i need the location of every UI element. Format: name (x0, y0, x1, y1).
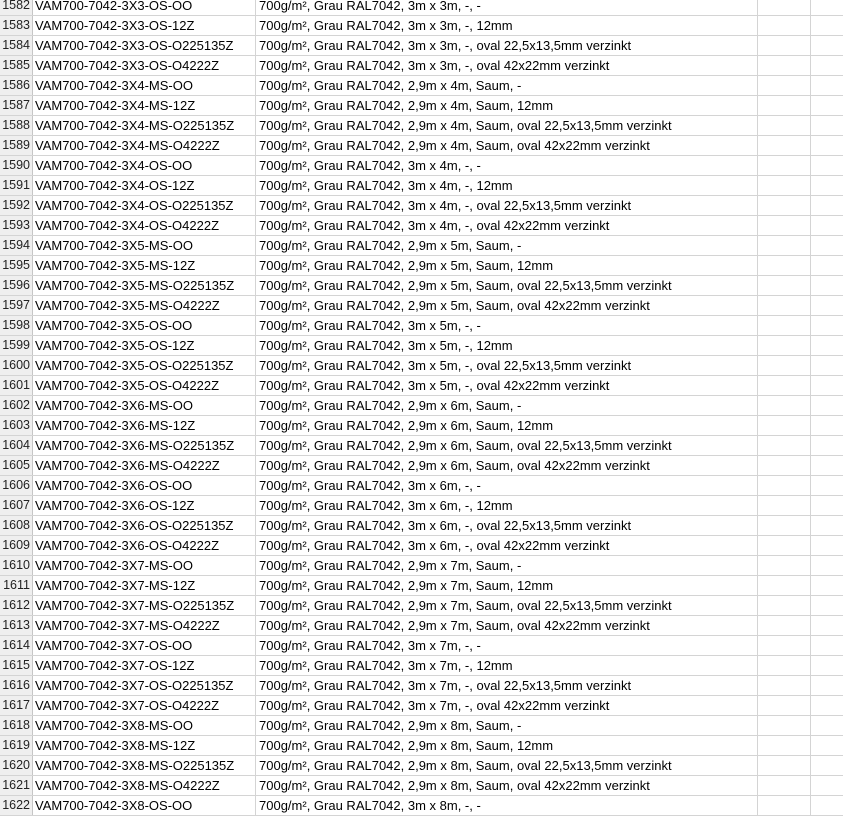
cell-description[interactable]: 700g/m², Grau RAL7042, 3m x 6m, -, oval 42x22mm verzinkt (256, 536, 758, 555)
cell-empty[interactable] (811, 276, 843, 295)
cell-empty[interactable] (758, 296, 811, 315)
cell-description[interactable]: 700g/m², Grau RAL7042, 3m x 3m, -, - (256, 0, 758, 15)
cell-empty[interactable] (811, 156, 843, 175)
cell-description[interactable]: 700g/m², Grau RAL7042, 3m x 6m, -, - (256, 476, 758, 495)
cell-article-code[interactable]: VAM700-7042-3X7-OS-O4222Z (33, 696, 256, 715)
cell-article-code[interactable]: VAM700-7042-3X7-MS-OO (33, 556, 256, 575)
table-row (0, 116, 843, 136)
table-row (0, 396, 843, 416)
table-row (0, 416, 843, 436)
cell-article-code[interactable]: VAM700-7042-3X4-OS-12Z (33, 176, 256, 195)
cell-description[interactable]: 700g/m², Grau RAL7042, 2,9m x 8m, Saum, - (256, 716, 758, 735)
row-header[interactable]: 1591 (0, 176, 33, 195)
cell-empty[interactable] (811, 356, 843, 375)
row-header[interactable]: 1620 (0, 756, 33, 775)
cell-article-code[interactable]: VAM700-7042-3X5-MS-O4222Z (33, 296, 256, 315)
cell-empty[interactable] (811, 436, 843, 455)
cell-empty[interactable] (811, 716, 843, 735)
cell-article-code[interactable]: VAM700-7042-3X8-MS-O4222Z (33, 776, 256, 795)
cell-description[interactable]: 700g/m², Grau RAL7042, 3m x 5m, -, oval 42x22mm verzinkt (256, 376, 758, 395)
cell-empty[interactable] (758, 436, 811, 455)
table-row (0, 236, 843, 256)
cell-article-code[interactable]: VAM700-7042-3X4-MS-OO (33, 76, 256, 95)
row-header[interactable]: 1613 (0, 616, 33, 635)
cell-article-code[interactable]: VAM700-7042-3X5-MS-O225135Z (33, 276, 256, 295)
table-row (0, 616, 843, 636)
cell-description[interactable]: 700g/m², Grau RAL7042, 2,9m x 8m, Saum, oval 22,5x13,5mm verzinkt (256, 756, 758, 775)
row-header[interactable]: 1584 (0, 36, 33, 55)
cell-article-code[interactable]: VAM700-7042-3X7-MS-12Z (33, 576, 256, 595)
cell-empty[interactable] (758, 176, 811, 195)
row-header[interactable]: 1593 (0, 216, 33, 235)
cell-empty[interactable] (758, 576, 811, 595)
cell-empty[interactable] (811, 16, 843, 35)
cell-description[interactable]: 700g/m², Grau RAL7042, 3m x 7m, -, - (256, 636, 758, 655)
cell-empty[interactable] (758, 496, 811, 515)
cell-description[interactable]: 700g/m², Grau RAL7042, 3m x 7m, -, oval 22,5x13,5mm verzinkt (256, 676, 758, 695)
table-row (0, 216, 843, 236)
table-row (0, 176, 843, 196)
cell-empty[interactable] (758, 56, 811, 75)
row-header[interactable]: 1617 (0, 696, 33, 715)
row-header[interactable]: 1609 (0, 536, 33, 555)
cell-empty[interactable] (758, 656, 811, 675)
cell-description[interactable]: 700g/m², Grau RAL7042, 2,9m x 4m, Saum, 12mm (256, 96, 758, 115)
cell-empty[interactable] (758, 276, 811, 295)
cell-description[interactable]: 700g/m², Grau RAL7042, 3m x 4m, -, - (256, 156, 758, 175)
table-row (0, 496, 843, 516)
cell-article-code[interactable]: VAM700-7042-3X7-MS-O4222Z (33, 616, 256, 635)
cell-article-code[interactable]: VAM700-7042-3X3-OS-O225135Z (33, 36, 256, 55)
cell-empty[interactable] (758, 696, 811, 715)
row-header[interactable]: 1595 (0, 256, 33, 275)
cell-article-code[interactable]: VAM700-7042-3X6-MS-O225135Z (33, 436, 256, 455)
row-header[interactable]: 1619 (0, 736, 33, 755)
cell-empty[interactable] (758, 356, 811, 375)
cell-article-code[interactable]: VAM700-7042-3X4-OS-O225135Z (33, 196, 256, 215)
cell-description[interactable]: 700g/m², Grau RAL7042, 3m x 7m, -, 12mm (256, 656, 758, 675)
cell-empty[interactable] (811, 596, 843, 615)
table-row (0, 676, 843, 696)
row-header[interactable]: 1588 (0, 116, 33, 135)
cell-empty[interactable] (811, 456, 843, 475)
row-header[interactable]: 1589 (0, 136, 33, 155)
cell-description[interactable]: 700g/m², Grau RAL7042, 2,9m x 5m, Saum, - (256, 236, 758, 255)
table-row (0, 296, 843, 316)
cell-description[interactable]: 700g/m², Grau RAL7042, 3m x 3m, -, oval 22,5x13,5mm verzinkt (256, 36, 758, 55)
cell-article-code[interactable]: VAM700-7042-3X5-OS-O4222Z (33, 376, 256, 395)
row-header[interactable]: 1622 (0, 796, 33, 815)
cell-empty[interactable] (811, 736, 843, 755)
cell-empty[interactable] (758, 116, 811, 135)
row-header[interactable]: 1621 (0, 776, 33, 795)
table-row (0, 96, 843, 116)
table-row (0, 256, 843, 276)
table-row (0, 796, 843, 816)
cell-article-code[interactable]: VAM700-7042-3X8-MS-O225135Z (33, 756, 256, 775)
cell-description[interactable]: 700g/m², Grau RAL7042, 3m x 3m, -, oval 42x22mm verzinkt (256, 56, 758, 75)
row-header[interactable]: 1608 (0, 516, 33, 535)
cell-description[interactable]: 700g/m², Grau RAL7042, 3m x 3m, -, 12mm (256, 16, 758, 35)
cell-article-code[interactable]: VAM700-7042-3X3-OS-O4222Z (33, 56, 256, 75)
cell-empty[interactable] (811, 776, 843, 795)
cell-empty[interactable] (811, 416, 843, 435)
row-header[interactable]: 1615 (0, 656, 33, 675)
row-header[interactable]: 1614 (0, 636, 33, 655)
cell-description[interactable]: 700g/m², Grau RAL7042, 2,9m x 4m, Saum, oval 42x22mm verzinkt (256, 136, 758, 155)
cell-empty[interactable] (758, 756, 811, 775)
cell-empty[interactable] (811, 256, 843, 275)
row-header[interactable]: 1599 (0, 336, 33, 355)
table-row (0, 196, 843, 216)
cell-article-code[interactable]: VAM700-7042-3X8-MS-12Z (33, 736, 256, 755)
cell-empty[interactable] (758, 0, 811, 15)
cell-article-code[interactable]: VAM700-7042-3X6-MS-O4222Z (33, 456, 256, 475)
cell-article-code[interactable]: VAM700-7042-3X4-OS-OO (33, 156, 256, 175)
table-row (0, 316, 843, 336)
cell-description[interactable]: 700g/m², Grau RAL7042, 2,9m x 7m, Saum, oval 22,5x13,5mm verzinkt (256, 596, 758, 615)
cell-article-code[interactable]: VAM700-7042-3X3-OS-12Z (33, 16, 256, 35)
cell-description[interactable]: 700g/m², Grau RAL7042, 3m x 5m, -, oval 22,5x13,5mm verzinkt (256, 356, 758, 375)
row-header[interactable]: 1600 (0, 356, 33, 375)
table-row (0, 776, 843, 796)
table-row (0, 76, 843, 96)
cell-empty[interactable] (758, 76, 811, 95)
cell-article-code[interactable]: VAM700-7042-3X7-OS-OO (33, 636, 256, 655)
cell-empty[interactable] (811, 176, 843, 195)
cell-article-code[interactable]: VAM700-7042-3X6-OS-OO (33, 476, 256, 495)
cell-empty[interactable] (811, 36, 843, 55)
cell-empty[interactable] (758, 236, 811, 255)
cell-article-code[interactable]: VAM700-7042-3X5-OS-OO (33, 316, 256, 335)
cell-article-code[interactable]: VAM700-7042-3X6-OS-O225135Z (33, 516, 256, 535)
cell-description[interactable]: 700g/m², Grau RAL7042, 2,9m x 7m, Saum, 12mm (256, 576, 758, 595)
cell-empty[interactable] (758, 156, 811, 175)
cell-description[interactable]: 700g/m², Grau RAL7042, 3m x 6m, -, 12mm (256, 496, 758, 515)
cell-empty[interactable] (811, 696, 843, 715)
cell-empty[interactable] (811, 236, 843, 255)
table-row (0, 756, 843, 776)
table-row (0, 636, 843, 656)
cell-article-code[interactable]: VAM700-7042-3X5-MS-OO (33, 236, 256, 255)
cell-description[interactable]: 700g/m², Grau RAL7042, 2,9m x 4m, Saum, oval 22,5x13,5mm verzinkt (256, 116, 758, 135)
table-row (0, 0, 843, 16)
table-row (0, 36, 843, 56)
cell-empty[interactable] (758, 376, 811, 395)
cell-description[interactable]: 700g/m², Grau RAL7042, 3m x 7m, -, oval 42x22mm verzinkt (256, 696, 758, 715)
cell-empty[interactable] (811, 496, 843, 515)
cell-article-code[interactable]: VAM700-7042-3X4-MS-O4222Z (33, 136, 256, 155)
cell-empty[interactable] (758, 676, 811, 695)
table-row (0, 596, 843, 616)
cell-description[interactable]: 700g/m², Grau RAL7042, 3m x 4m, -, oval 22,5x13,5mm verzinkt (256, 196, 758, 215)
row-header[interactable]: 1602 (0, 396, 33, 415)
cell-empty[interactable] (811, 556, 843, 575)
row-header[interactable]: 1592 (0, 196, 33, 215)
cell-empty[interactable] (811, 196, 843, 215)
table-row (0, 736, 843, 756)
table-row (0, 656, 843, 676)
row-header[interactable]: 1597 (0, 296, 33, 315)
cell-empty[interactable] (811, 336, 843, 355)
cell-description[interactable]: 700g/m², Grau RAL7042, 2,9m x 8m, Saum, 12mm (256, 736, 758, 755)
cell-description[interactable]: 700g/m², Grau RAL7042, 3m x 8m, -, - (256, 796, 758, 815)
cell-empty[interactable] (758, 136, 811, 155)
cell-empty[interactable] (811, 56, 843, 75)
table-row (0, 356, 843, 376)
cell-description[interactable]: 700g/m², Grau RAL7042, 2,9m x 6m, Saum, - (256, 396, 758, 415)
cell-empty[interactable] (758, 516, 811, 535)
row-header[interactable]: 1612 (0, 596, 33, 615)
cell-empty[interactable] (811, 616, 843, 635)
cell-empty[interactable] (758, 616, 811, 635)
table-row (0, 136, 843, 156)
cell-empty[interactable] (758, 316, 811, 335)
cell-empty[interactable] (811, 756, 843, 775)
cell-description[interactable]: 700g/m², Grau RAL7042, 3m x 4m, -, 12mm (256, 176, 758, 195)
cell-article-code[interactable]: VAM700-7042-3X5-OS-12Z (33, 336, 256, 355)
cell-empty[interactable] (811, 656, 843, 675)
cell-description[interactable]: 700g/m², Grau RAL7042, 2,9m x 7m, Saum, oval 42x22mm verzinkt (256, 616, 758, 635)
cell-empty[interactable] (811, 296, 843, 315)
table-row (0, 16, 843, 36)
row-header[interactable]: 1610 (0, 556, 33, 575)
table-row (0, 376, 843, 396)
table-row (0, 516, 843, 536)
table-row (0, 696, 843, 716)
cell-empty[interactable] (758, 256, 811, 275)
cell-description[interactable]: 700g/m², Grau RAL7042, 3m x 6m, -, oval 22,5x13,5mm verzinkt (256, 516, 758, 535)
cell-article-code[interactable]: VAM700-7042-3X8-OS-OO (33, 796, 256, 815)
row-header[interactable]: 1601 (0, 376, 33, 395)
row-header[interactable]: 1618 (0, 716, 33, 735)
cell-article-code[interactable]: VAM700-7042-3X5-MS-12Z (33, 256, 256, 275)
cell-description[interactable]: 700g/m², Grau RAL7042, 2,9m x 8m, Saum, oval 42x22mm verzinkt (256, 776, 758, 795)
cell-article-code[interactable]: VAM700-7042-3X8-MS-OO (33, 716, 256, 735)
cell-article-code[interactable]: VAM700-7042-3X4-MS-O225135Z (33, 116, 256, 135)
row-header[interactable]: 1585 (0, 56, 33, 75)
row-header[interactable]: 1596 (0, 276, 33, 295)
cell-article-code[interactable]: VAM700-7042-3X7-OS-O225135Z (33, 676, 256, 695)
cell-article-code[interactable]: VAM700-7042-3X7-OS-12Z (33, 656, 256, 675)
cell-empty[interactable] (758, 776, 811, 795)
cell-article-code[interactable]: VAM700-7042-3X4-OS-O4222Z (33, 216, 256, 235)
cell-description[interactable]: 700g/m², Grau RAL7042, 2,9m x 5m, Saum, oval 22,5x13,5mm verzinkt (256, 276, 758, 295)
cell-empty[interactable] (758, 16, 811, 35)
cell-empty[interactable] (811, 576, 843, 595)
row-header[interactable]: 1616 (0, 676, 33, 695)
cell-description[interactable]: 700g/m², Grau RAL7042, 2,9m x 6m, Saum, oval 22,5x13,5mm verzinkt (256, 436, 758, 455)
row-header[interactable]: 1594 (0, 236, 33, 255)
cell-empty[interactable] (758, 716, 811, 735)
row-header[interactable]: 1582 (0, 0, 33, 15)
cell-empty[interactable] (758, 36, 811, 55)
table-row (0, 556, 843, 576)
cell-description[interactable]: 700g/m², Grau RAL7042, 2,9m x 5m, Saum, 12mm (256, 256, 758, 275)
cell-empty[interactable] (811, 376, 843, 395)
cell-empty[interactable] (811, 676, 843, 695)
table-row (0, 276, 843, 296)
table-row (0, 336, 843, 356)
cell-empty[interactable] (758, 456, 811, 475)
row-header[interactable]: 1590 (0, 156, 33, 175)
cell-empty[interactable] (811, 216, 843, 235)
cell-empty[interactable] (811, 0, 843, 15)
cell-description[interactable]: 700g/m², Grau RAL7042, 2,9m x 5m, Saum, oval 42x22mm verzinkt (256, 296, 758, 315)
cell-empty[interactable] (758, 596, 811, 615)
cell-empty[interactable] (758, 556, 811, 575)
cell-empty[interactable] (811, 796, 843, 815)
table-row (0, 576, 843, 596)
row-header[interactable]: 1603 (0, 416, 33, 435)
table-row (0, 456, 843, 476)
cell-empty[interactable] (758, 396, 811, 415)
cell-description[interactable]: 700g/m², Grau RAL7042, 2,9m x 6m, Saum, oval 42x22mm verzinkt (256, 456, 758, 475)
row-header[interactable]: 1587 (0, 96, 33, 115)
row-header[interactable]: 1607 (0, 496, 33, 515)
cell-empty[interactable] (758, 336, 811, 355)
cell-article-code[interactable]: VAM700-7042-3X6-MS-OO (33, 396, 256, 415)
cell-empty[interactable] (811, 96, 843, 115)
cell-article-code[interactable]: VAM700-7042-3X5-OS-O225135Z (33, 356, 256, 375)
cell-empty[interactable] (811, 76, 843, 95)
row-header[interactable]: 1606 (0, 476, 33, 495)
cell-empty[interactable] (758, 736, 811, 755)
table-row (0, 476, 843, 496)
cell-empty[interactable] (811, 136, 843, 155)
cell-empty[interactable] (758, 796, 811, 815)
table-row (0, 436, 843, 456)
cell-empty[interactable] (758, 216, 811, 235)
cell-empty[interactable] (811, 396, 843, 415)
cell-empty[interactable] (758, 416, 811, 435)
table-row (0, 56, 843, 76)
cell-article-code[interactable]: VAM700-7042-3X4-MS-12Z (33, 96, 256, 115)
cell-description[interactable]: 700g/m², Grau RAL7042, 2,9m x 6m, Saum, 12mm (256, 416, 758, 435)
cell-empty[interactable] (811, 636, 843, 655)
row-header[interactable]: 1586 (0, 76, 33, 95)
cell-empty[interactable] (758, 636, 811, 655)
row-header[interactable]: 1604 (0, 436, 33, 455)
table-row (0, 716, 843, 736)
cell-description[interactable]: 700g/m², Grau RAL7042, 2,9m x 4m, Saum, - (256, 76, 758, 95)
cell-empty[interactable] (758, 96, 811, 115)
cell-empty[interactable] (811, 316, 843, 335)
row-header[interactable]: 1605 (0, 456, 33, 475)
row-header[interactable]: 1598 (0, 316, 33, 335)
cell-article-code[interactable]: VAM700-7042-3X6-OS-12Z (33, 496, 256, 515)
cell-article-code[interactable]: VAM700-7042-3X7-MS-O225135Z (33, 596, 256, 615)
cell-empty[interactable] (758, 196, 811, 215)
cell-article-code[interactable]: VAM700-7042-3X6-OS-O4222Z (33, 536, 256, 555)
cell-empty[interactable] (758, 536, 811, 555)
cell-empty[interactable] (811, 536, 843, 555)
cell-empty[interactable] (811, 116, 843, 135)
cell-description[interactable]: 700g/m², Grau RAL7042, 3m x 4m, -, oval 42x22mm verzinkt (256, 216, 758, 235)
cell-description[interactable]: 700g/m², Grau RAL7042, 2,9m x 7m, Saum, - (256, 556, 758, 575)
row-header[interactable]: 1583 (0, 16, 33, 35)
table-row (0, 156, 843, 176)
cell-empty[interactable] (758, 476, 811, 495)
cell-empty[interactable] (811, 516, 843, 535)
cell-description[interactable]: 700g/m², Grau RAL7042, 3m x 5m, -, - (256, 316, 758, 335)
cell-article-code[interactable]: VAM700-7042-3X6-MS-12Z (33, 416, 256, 435)
cell-article-code[interactable]: VAM700-7042-3X3-OS-OO (33, 0, 256, 15)
cell-description[interactable]: 700g/m², Grau RAL7042, 3m x 5m, -, 12mm (256, 336, 758, 355)
cell-empty[interactable] (811, 476, 843, 495)
row-header[interactable]: 1611 (0, 576, 33, 595)
table-row (0, 536, 843, 556)
